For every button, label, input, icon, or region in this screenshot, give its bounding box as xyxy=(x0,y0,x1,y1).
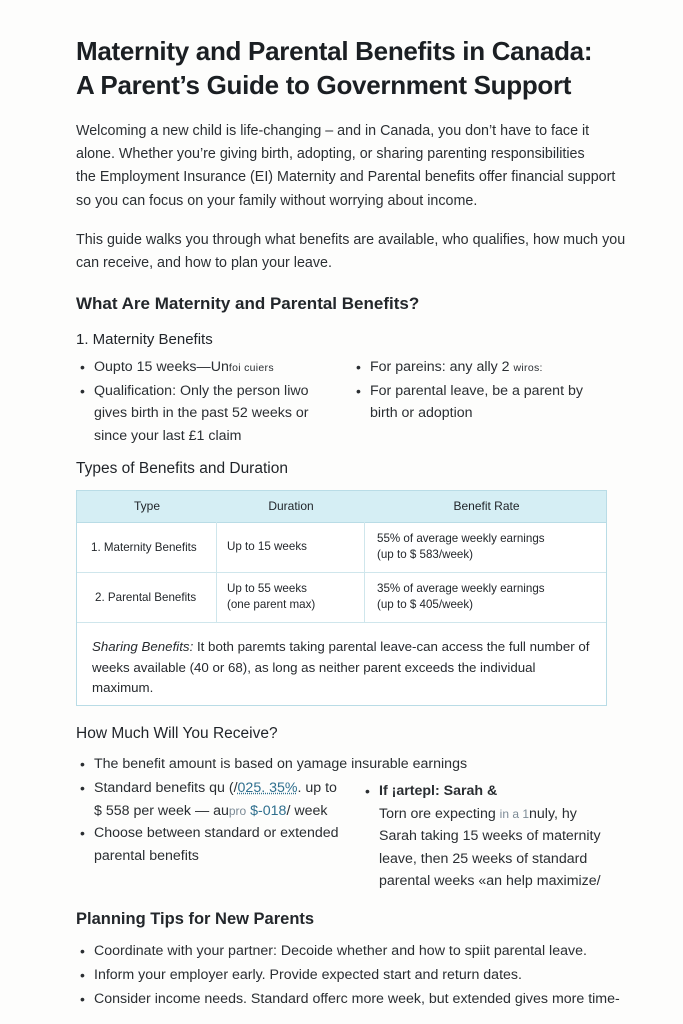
intro-p1-line: Welcoming a new child is life-changing – and in Canada, you don’t have to face it xyxy=(76,123,590,139)
sharing-benefits-note xyxy=(92,637,597,699)
intro-p2-line: This guide walks you through what benefits are available, who qualifies, how much you xyxy=(76,232,626,248)
cell-rate-line: 55% of average weekly earnings xyxy=(377,532,545,545)
page-title-line-1: Maternity and Parental Benefits in Canada: xyxy=(76,36,593,66)
example-text: leave, then 25 weeks of standard xyxy=(379,850,588,867)
bullet-line: • For parental leave, be a parent by xyxy=(370,382,583,399)
sharing-text: weeks available (40 or 68), as long as neither parent exceeds the individual xyxy=(92,659,536,675)
bullet-line: gives birth in the past 52 weeks or xyxy=(94,405,309,422)
maternity-bullets-right xyxy=(352,356,622,425)
bullet-line: parental benefits xyxy=(94,847,199,864)
list-item xyxy=(76,356,346,380)
bullet-text: For pareins: any ally 2 xyxy=(370,359,514,375)
receive-bullet-wide xyxy=(76,753,476,776)
tip-text: • Consider income needs. Standard offerc more week, but extended gives more time- xyxy=(94,991,620,1008)
bullet-line: since your last £1 claim xyxy=(94,427,242,444)
intro-paragraph-2 xyxy=(76,229,626,275)
column-header-rate: Benefit Rate xyxy=(453,499,520,513)
section-heading-what: What Are Maternity and Parental Benefits? xyxy=(76,294,420,313)
bullet-line: • The benefit amount is based on yamage insurable earnings xyxy=(94,756,468,772)
bullet-line: • Choose between standard or extended xyxy=(94,825,339,842)
cell-rate xyxy=(377,522,602,572)
example-label: • If ¡artepl: Sarah & xyxy=(379,783,498,799)
bullet-line: birth or adoption xyxy=(370,405,473,422)
benefits-table xyxy=(76,490,607,706)
subheading-types: Types of Benefits and Duration xyxy=(76,460,288,477)
example-text: Sarah taking 15 weeks of maternity xyxy=(379,828,601,845)
cell-type: 1. Maternity Benefits xyxy=(91,540,197,554)
table-row xyxy=(77,522,606,573)
cell-type: 2. Parental Benefits xyxy=(95,590,197,604)
list-item xyxy=(76,964,636,987)
bullet-text: Standard benefits qu (/ xyxy=(94,780,238,796)
table-row xyxy=(77,572,606,623)
subheading-maternity: 1. Maternity Benefits xyxy=(76,331,213,348)
cell-duration-line: Up to 15 weeks xyxy=(227,540,307,553)
example-text: parental weeks xyxy=(379,873,479,890)
bullet-highlight: $-018 xyxy=(246,802,287,819)
example-faint: in a 1 xyxy=(499,806,530,821)
tips-list xyxy=(76,940,636,1011)
bullet-text-small: wiros: xyxy=(513,362,543,374)
intro-paragraph-1 xyxy=(76,120,616,213)
intro-p2-line: can receive, and how to plan your leave. xyxy=(76,255,332,272)
example-box xyxy=(361,780,631,893)
bullet-faint: pro xyxy=(228,803,247,818)
list-item xyxy=(76,380,346,448)
list-item xyxy=(76,777,346,822)
sharing-text: It both paremts taking parental leave-can access the full number of xyxy=(193,639,590,654)
cell-duration xyxy=(227,572,362,622)
cell-duration-line: Up to 55 weeks xyxy=(227,582,307,595)
intro-p1-line: the Employment Insurance (EI) Maternity and Parental benefits offer financial support xyxy=(76,169,616,186)
list-item xyxy=(76,753,476,776)
cell-rate-line: (up to $ 583/week) xyxy=(377,548,474,561)
example-text: Torn ore expecting xyxy=(379,805,500,822)
example-text: «an help maximize/ xyxy=(478,873,601,890)
list-item xyxy=(76,988,636,1011)
section-heading-tips: Planning Tips for New Parents xyxy=(76,910,315,928)
intro-p1-line: alone. Whether you’re giving birth, adopting, or sharing parenting responsibilities xyxy=(76,146,585,163)
bullet-line: • Qualification: Only the person liwo xyxy=(94,382,309,399)
page-title-line-2: A Parent’s Guide to Government Support xyxy=(76,70,572,100)
receive-bullets-left xyxy=(76,777,346,867)
bullet-text: / week xyxy=(286,802,328,819)
example-text: nuly, hy xyxy=(529,805,577,822)
cell-duration-line: (one parent max) xyxy=(227,598,316,611)
bullet-highlight: 025. 35% xyxy=(237,780,298,796)
list-item xyxy=(76,940,636,963)
page-title xyxy=(76,34,636,102)
tip-text: • Inform your employer early. Provide expected start and return dates. xyxy=(94,967,522,984)
intro-p1-line: so you can focus on your family without worrying about income. xyxy=(76,192,478,209)
table-divider xyxy=(216,522,217,622)
bullet-text-small: foi cuiers xyxy=(228,362,274,374)
list-item xyxy=(352,380,622,425)
cell-duration xyxy=(227,522,362,572)
cell-rate-line: (up to $ 405/week) xyxy=(377,598,474,611)
section-heading-receive: How Much Will You Receive? xyxy=(76,725,278,742)
column-header-duration: Duration xyxy=(268,499,314,513)
list-item xyxy=(352,356,622,380)
sharing-label: Sharing Benefits: xyxy=(92,639,194,654)
list-item xyxy=(76,822,346,867)
maternity-bullets-left xyxy=(76,356,346,447)
bullet-text: . up to xyxy=(297,780,337,796)
table-divider xyxy=(364,522,365,622)
cell-rate-line: 35% of average weekly earnings xyxy=(377,582,545,595)
column-header-type: Type xyxy=(133,499,160,513)
table-header xyxy=(77,491,606,523)
cell-rate xyxy=(377,572,602,622)
list-item xyxy=(361,780,631,893)
bullet-text: Oupto 15 weeks—Un xyxy=(94,359,229,375)
sharing-text: maximum. xyxy=(92,680,154,695)
tip-text: • Coordinate with your partner: Decoide whether and how to spiit parental leave. xyxy=(94,943,587,959)
bullet-text: $ 558 per week — au xyxy=(94,802,229,819)
